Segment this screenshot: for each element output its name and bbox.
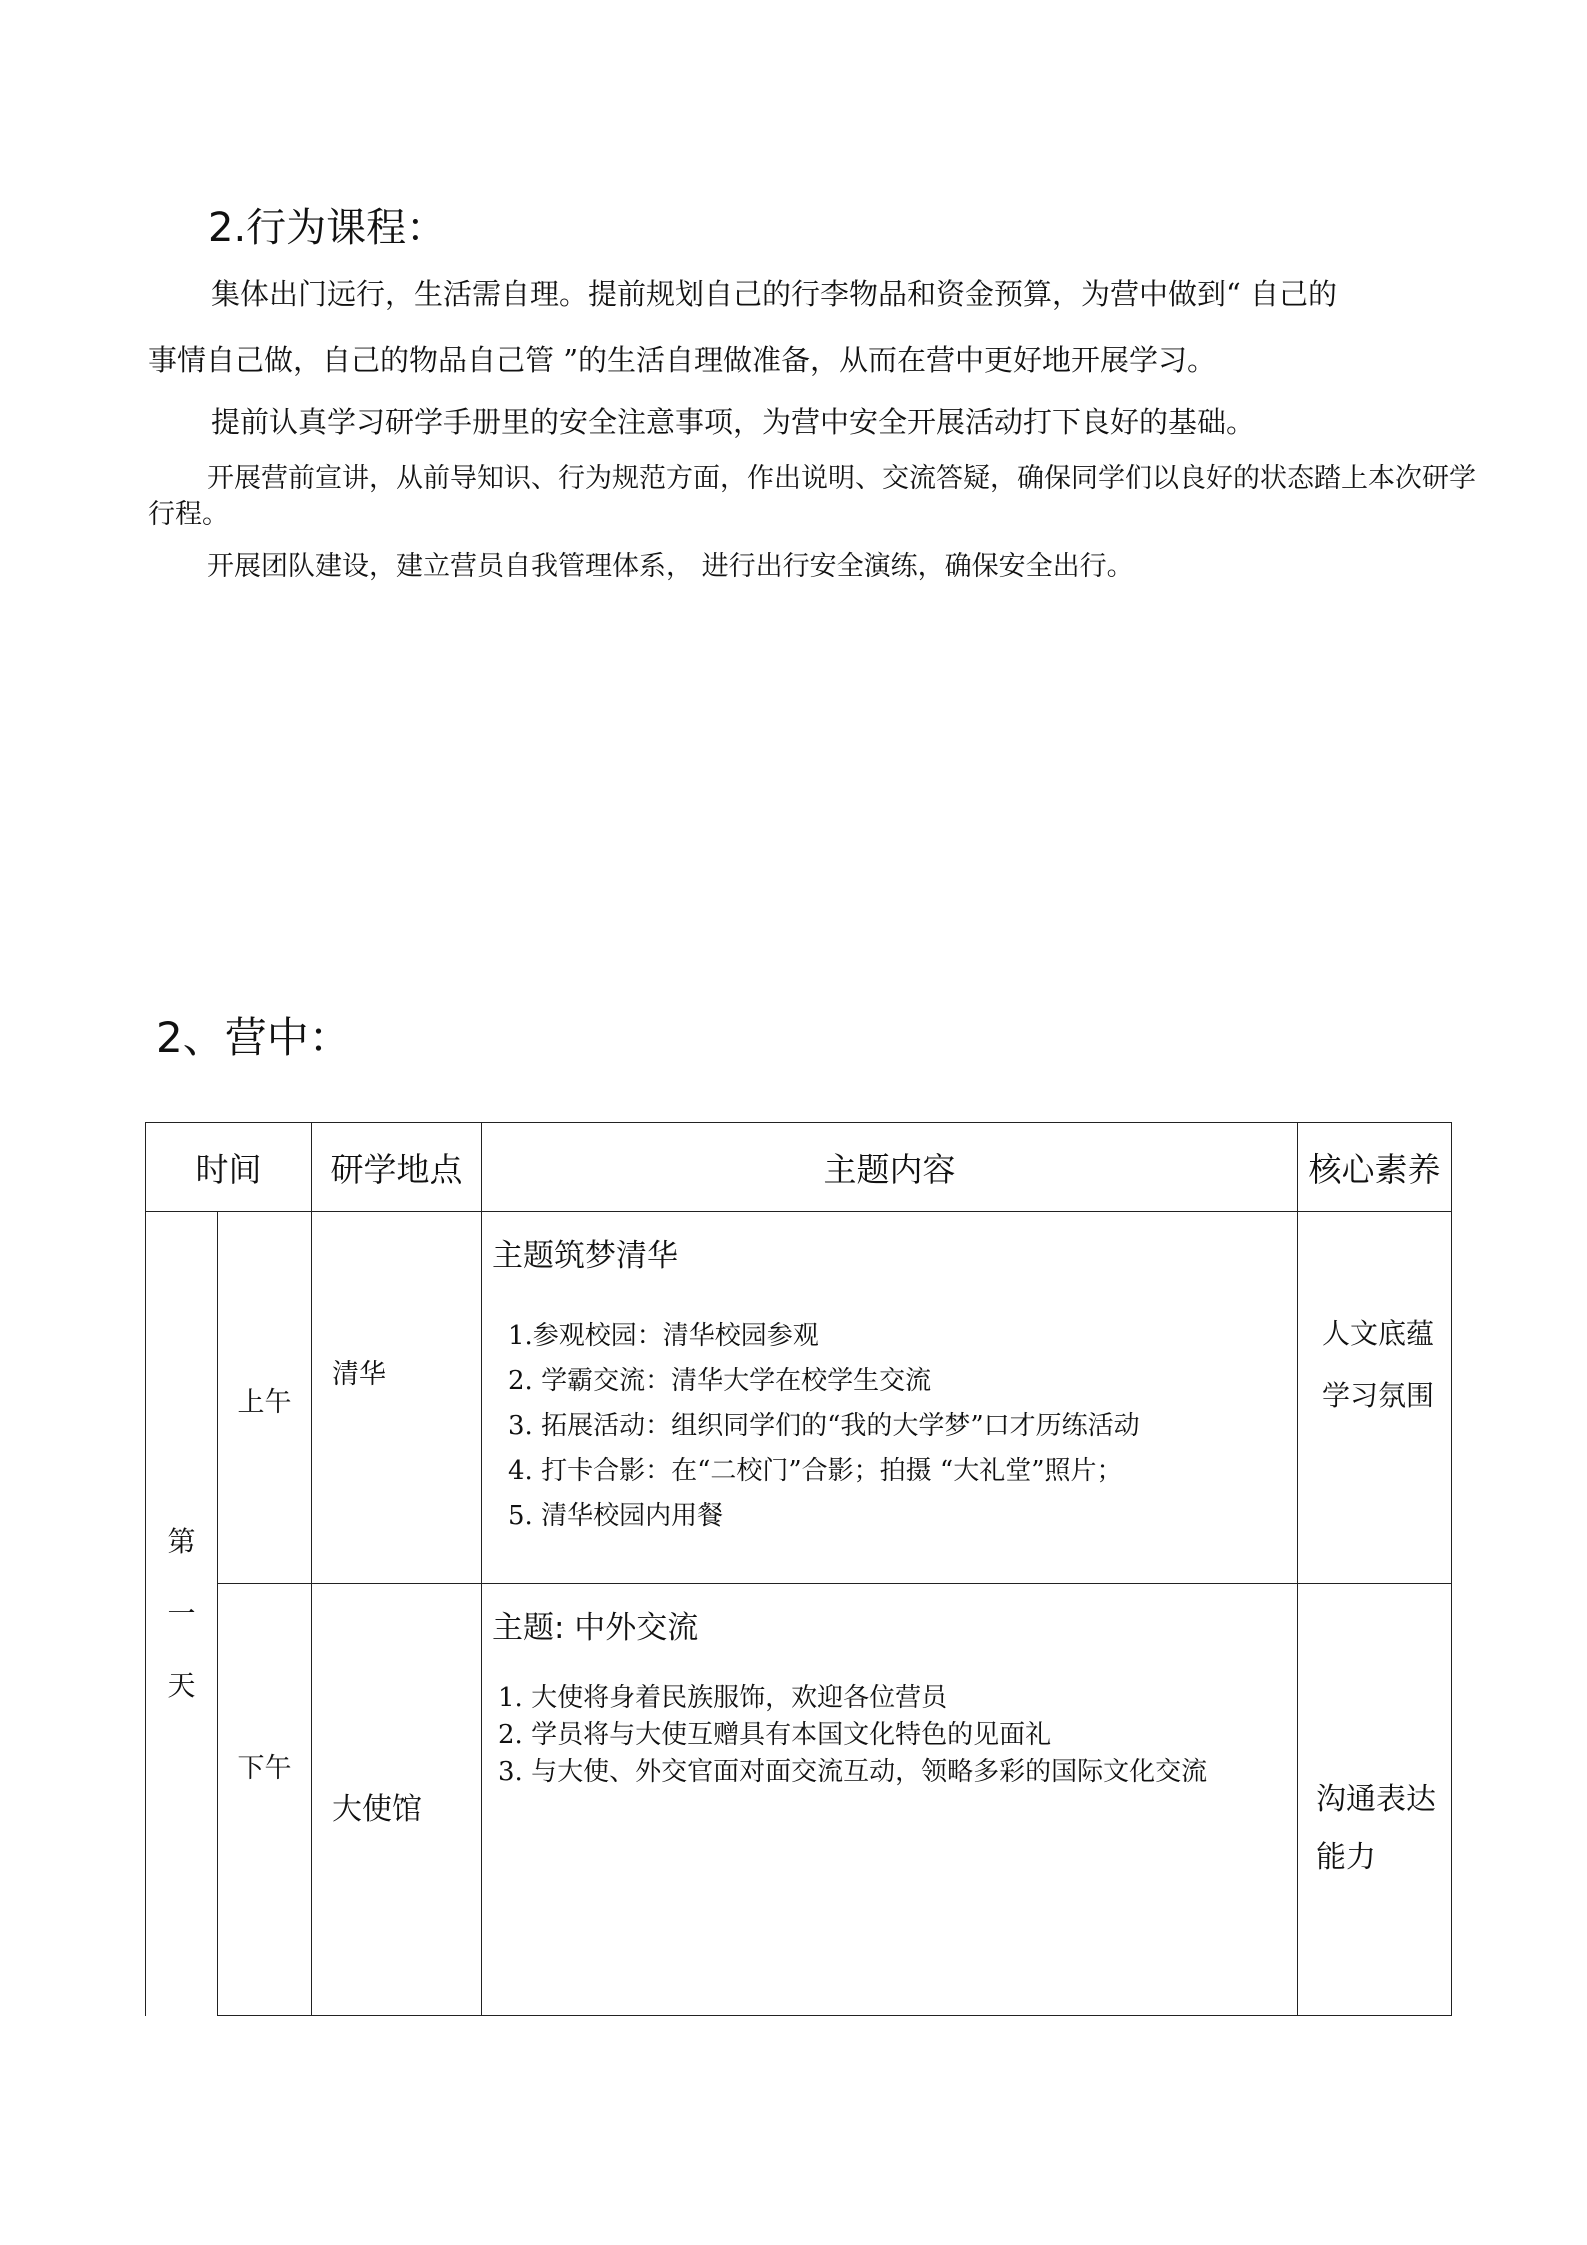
day-char: 天 [167,1668,196,1702]
theme-list [498,1677,1297,1788]
core-line: 人文底蕴 [1322,1317,1435,1350]
location-label: 大使馆 [332,1792,422,1827]
time-slot [218,1212,312,1584]
section-heading-camp: 2、营中： [156,1013,351,1062]
core-cell [1298,1212,1452,1584]
table-row [146,1584,1452,2016]
paragraph-line: 提前认真学习研学手册里的安全注意事项，为营中安全开展活动打下良好的基础。 [211,405,1256,439]
paragraph-line: 行程。 [148,499,229,530]
day-label [146,1212,218,2016]
section-heading-behavior: 2.行为课程： [208,205,447,251]
core-line: 学习氛围 [1322,1379,1435,1412]
header-time: 时间 [146,1123,312,1212]
list-item: 1. 大使将身着民族服饰，欢迎各位营员 [498,1683,948,1713]
header-core: 核心素养 [1298,1123,1452,1212]
theme-list [508,1315,1297,1540]
core-line: 能力 [1316,1840,1376,1875]
list-item: 3. 与大使、外交官面对面交流互动，领略多彩的国际文化交流 [498,1757,1208,1787]
theme-title: 主题筑梦清华 [492,1238,678,1274]
time-label: 上午 [237,1387,292,1418]
location-cell [312,1584,482,2016]
core-cell [1298,1584,1452,2016]
day-char: 第 [167,1524,196,1558]
list-item: 5. 清华校园内用餐 [508,1501,724,1531]
table-header-row [146,1123,1452,1212]
list-item: 3. 拓展活动：组织同学们的“我的大学梦”口才历练活动 [508,1411,1140,1441]
header-location: 研学地点 [312,1123,482,1212]
location-cell [312,1212,482,1584]
list-item: 1.参观校园：清华校园参观 [508,1321,819,1351]
theme-cell [482,1212,1298,1584]
table-row [146,1212,1452,1584]
time-slot [218,1584,312,2016]
theme-cell [482,1584,1298,2016]
paragraph-line: 开展营前宣讲，从前导知识、行为规范方面，作出说明、交流答疑，确保同学们以良好的状态踏上本次研学 [207,463,1476,494]
core-line: 沟通表达 [1316,1782,1436,1817]
theme-title: 主题: 中外交流 [492,1610,699,1646]
time-label: 下午 [237,1753,292,1784]
paragraph-line: 事情自己做，自己的物品自己管 ”的生活自理做准备，从而在营中更好地开展学习。 [148,343,1217,377]
paragraph-line: 开展团队建设，建立营员自我管理体系， 进行出行安全演练，确保安全出行。 [207,551,1134,582]
list-item: 4. 打卡合影：在“二校门”合影；拍摄 “大礼堂”照片； [508,1456,1123,1486]
day-char: 一 [167,1596,196,1630]
list-item: 2. 学员将与大使互赠具有本国文化特色的见面礼 [498,1720,1052,1750]
paragraph-line: 集体出门远行，生活需自理。提前规划自己的行李物品和资金预算，为营中做到“ 自己的 [211,277,1338,311]
header-theme: 主题内容 [482,1123,1298,1212]
location-label: 清华 [332,1359,386,1390]
list-item: 2. 学霸交流：清华大学在校学生交流 [508,1366,932,1396]
schedule-table [145,1122,1452,2016]
